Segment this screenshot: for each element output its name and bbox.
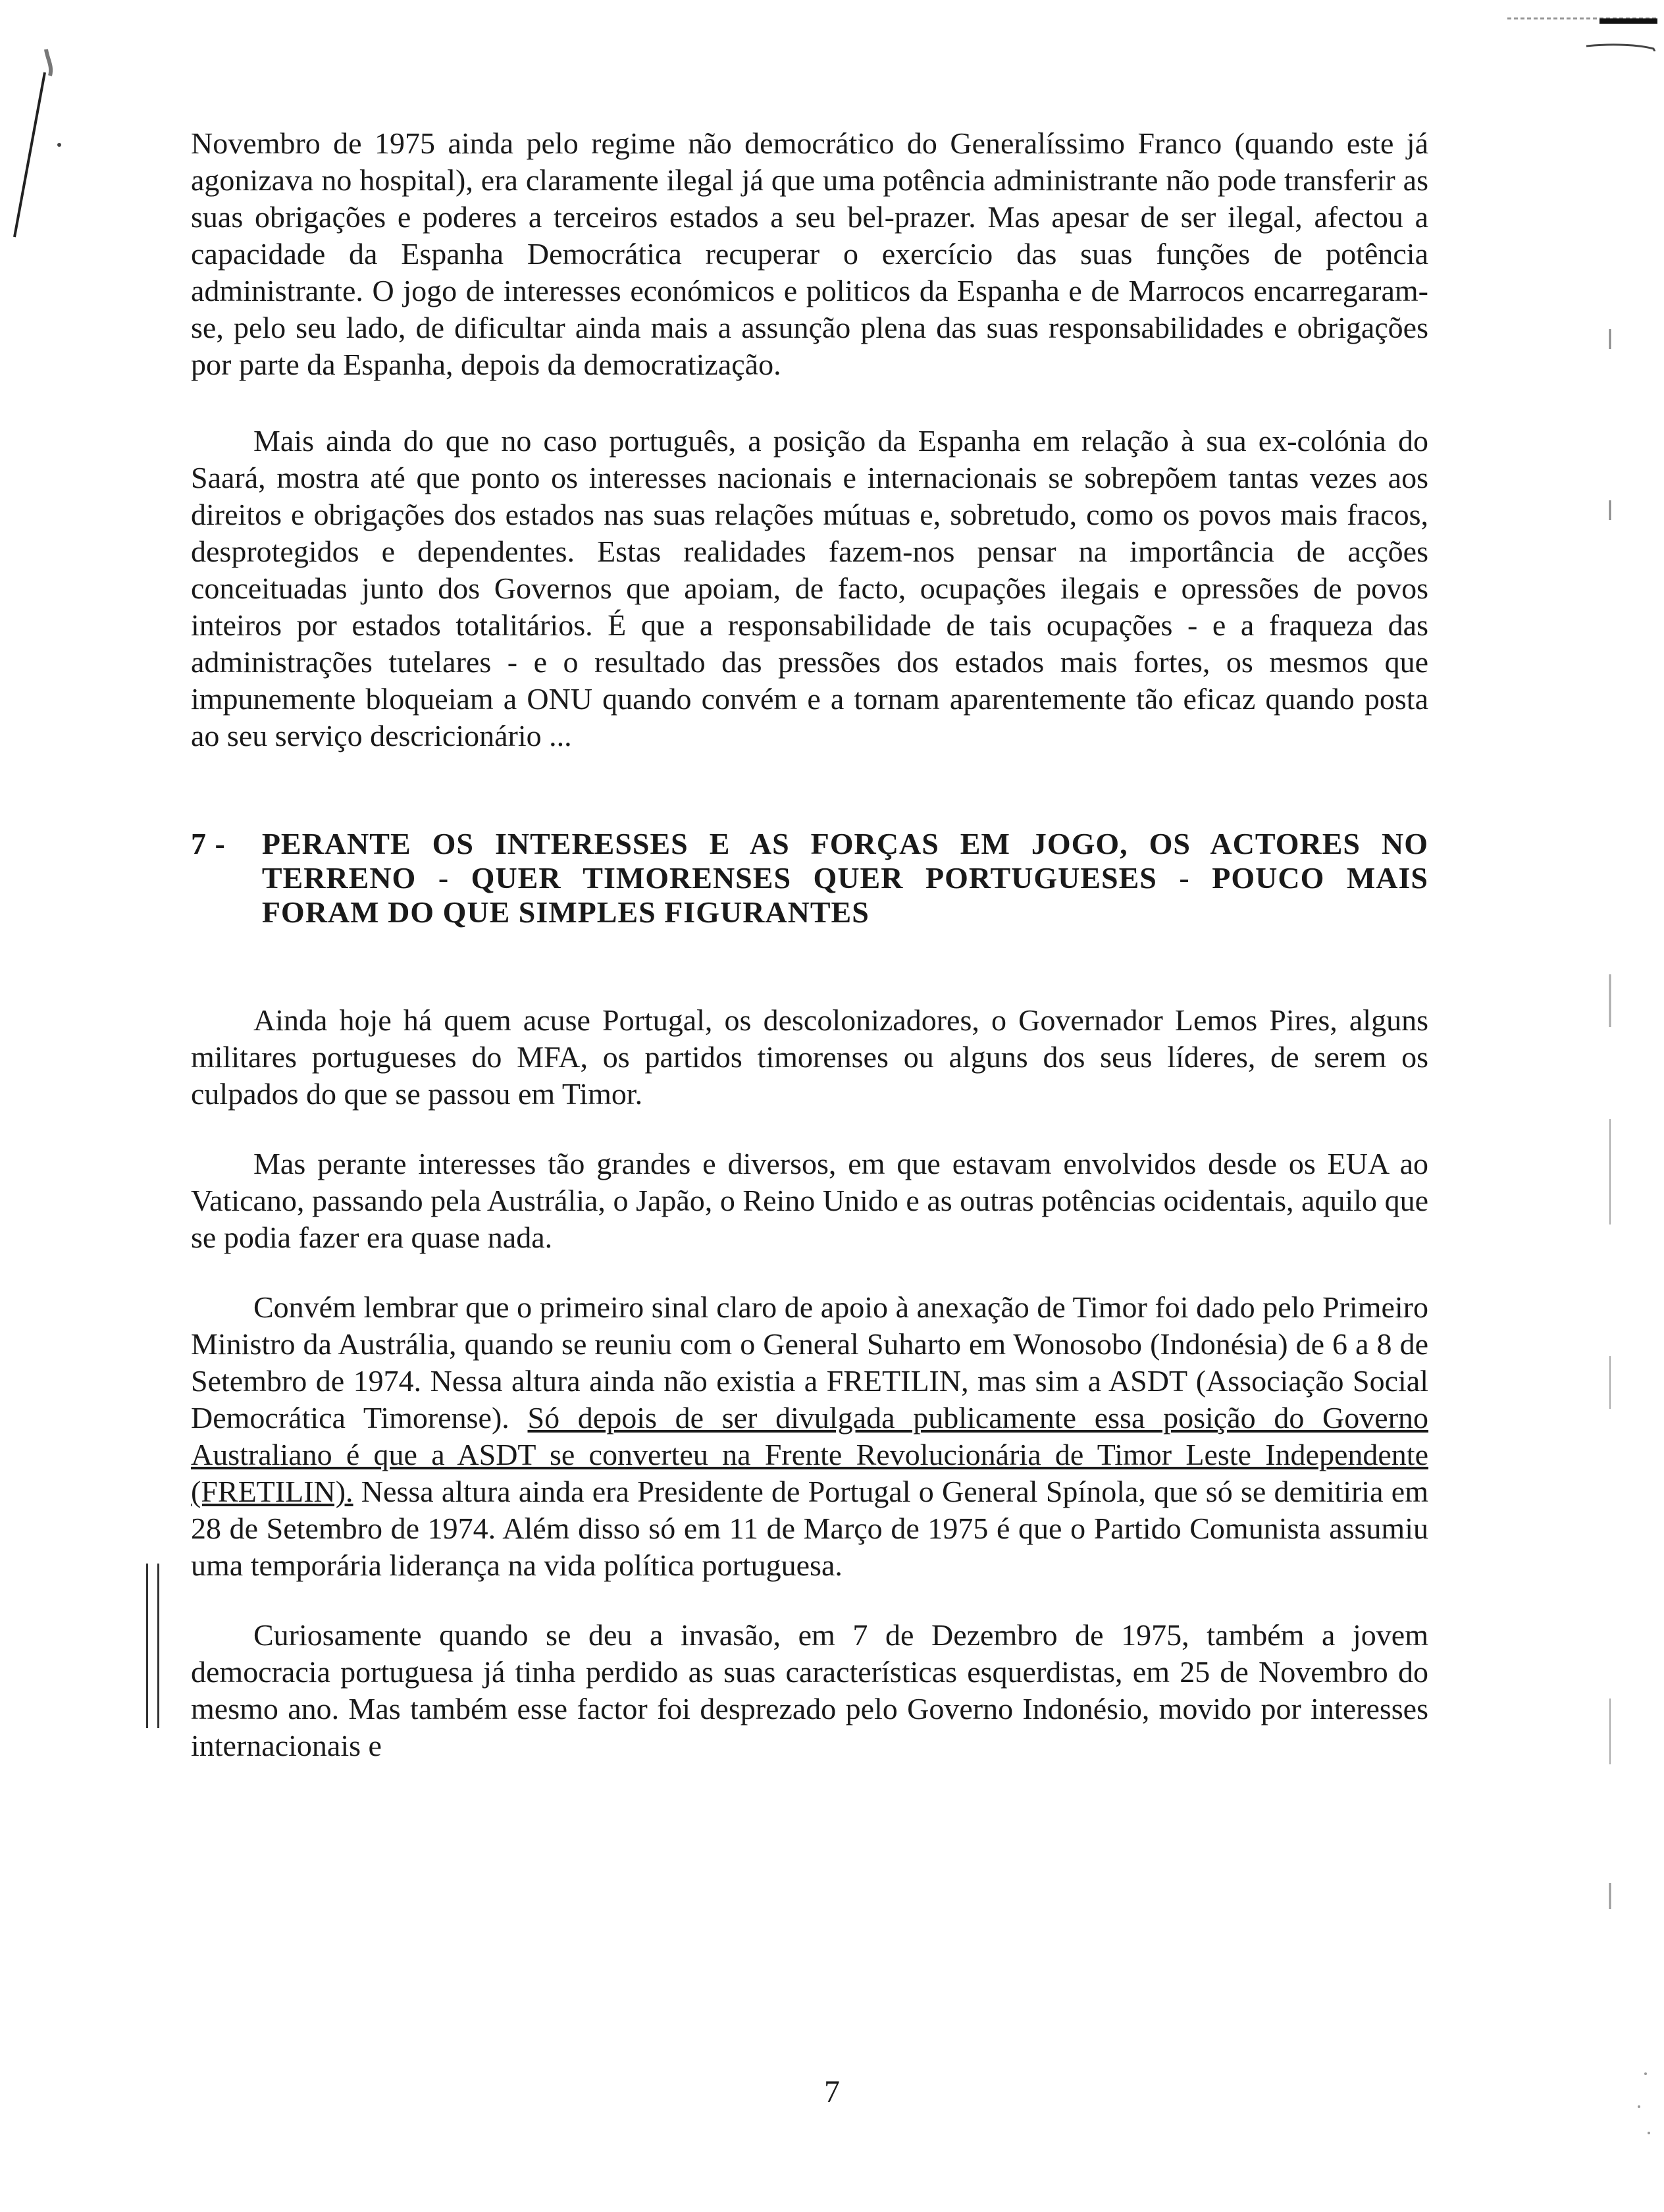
paragraph-with-underline — [191, 1289, 1428, 1584]
paragraph-text-before: Convém lembrar que o primeiro sinal claro de apoio à anexação de Timor foi dado pelo Primeiro Ministro da Austrália, quando se reuniu com o General Suharto em Wonosobo (Indonésia) de 6 a 8 de Setembro de 1974. Nessa altura ainda não existia a FRETILIN, mas sim a ASDT (Associação Social Democrática Timorense). — [191, 1290, 1428, 1435]
paragraph: Ainda hoje há quem acuse Portugal, os descolonizadores, o Governador Lemos Pires, alguns militares portugueses do MFA, os partidos timorenses ou alguns dos seus líderes, de serem os culpados do que se passou em Timor. — [191, 1003, 1428, 1111]
document-body — [191, 125, 1428, 1797]
margin-mark — [146, 1564, 159, 1728]
section-title: PERANTE OS INTERESSES E AS FORÇAS EM JOGO, OS ACTORES NO TERRENO - QUER TIMORENSES QUER PORTUGUESES - POUCO MAIS FORAM DO QUE SIMPLES FIGURANTES — [261, 827, 1428, 929]
page-number: 7 — [824, 2074, 840, 2109]
section-heading — [191, 827, 1428, 930]
paragraph: Novembro de 1975 ainda pelo regime não democrático do Generalíssimo Franco (quando este já agonizava no hospital), era claramente ilegal já que uma potência administrante não pode transferir as suas obrigações e poderes a terceiros estados a seu bel-prazer. Mas apesar de ser ilegal, afectou a capacidade da Espanha Democrática recuperar o exercício das suas funções de potência administrante. O jogo de interesses económicos e politicos da Espanha e de Marrocos encarregaram-se, pelo seu lado, de dificultar ainda mais a assunção plena das suas responsabilidades e obrigações por parte da Espanha, depois da democratização. — [191, 126, 1428, 381]
scan-artifact-right-margin — [1606, 329, 1659, 2172]
scan-artifact-top-right — [1481, 12, 1659, 51]
scan-artifact-left — [7, 46, 66, 244]
section-number: 7 - — [191, 827, 226, 860]
paragraph: Curiosamente quando se deu a invasão, em 7 de Dezembro de 1975, também a jovem democracia portuguesa já tinha perdido as suas características esquerdistas, em 25 de Novembro do mesmo ano. Mas também esse factor foi desprezado pelo Governo Indonésio, movido por interesses internacionais e — [191, 1618, 1428, 1762]
paragraph: Mas perante interesses tão grandes e diversos, em que estavam envolvidos desde os EUA ao Vaticano, passando pela Austrália, o Japão, o Reino Unido e as outras potências ocidentais, aquilo que se podia fazer era quase nada. — [191, 1147, 1428, 1254]
underlined-passage: Só depois de ser divulgada publicamente essa posição do Governo Australiano é que a ASDT se converteu na Frente Revolucionária de Timor Leste Independente (FRETILIN). — [191, 1401, 1429, 1508]
paragraph: Mais ainda do que no caso português, a posição da Espanha em relação à sua ex-colónia do Saará, mostra até que ponto os interesses nacionais e internacionais se sobrepõem tantas vezes aos direitos e obrigações dos estados nas suas relações mútuas e, sobretudo, como os povos mais fracos, desprotegidos e dependentes. Estas realidades fazem-nos pensar na importância de acções conceituadas junto dos Governos que apoiam, de facto, ocupações ilegais e opressões de povos inteiros por estados totalitários. É que a responsabilidade de tais ocupações - e a fraqueza das administrações tutelares - e o resultado das pressões dos estados mais fortes, os mesmos que impunemente bloqueiam a ONU quando convém e a tornam aparentemente tão eficaz quando posta ao seu serviço descricionário ... — [191, 424, 1428, 752]
paragraph-text-after: Nessa altura ainda era Presidente de Portugal o General Spínola, que só se demitiria em 28 de Setembro de 1974. Além disso só em 11 de Março de 1975 é que o Partido Comunista assumiu uma temporária liderança na vida política portuguesa. — [191, 1475, 1428, 1582]
